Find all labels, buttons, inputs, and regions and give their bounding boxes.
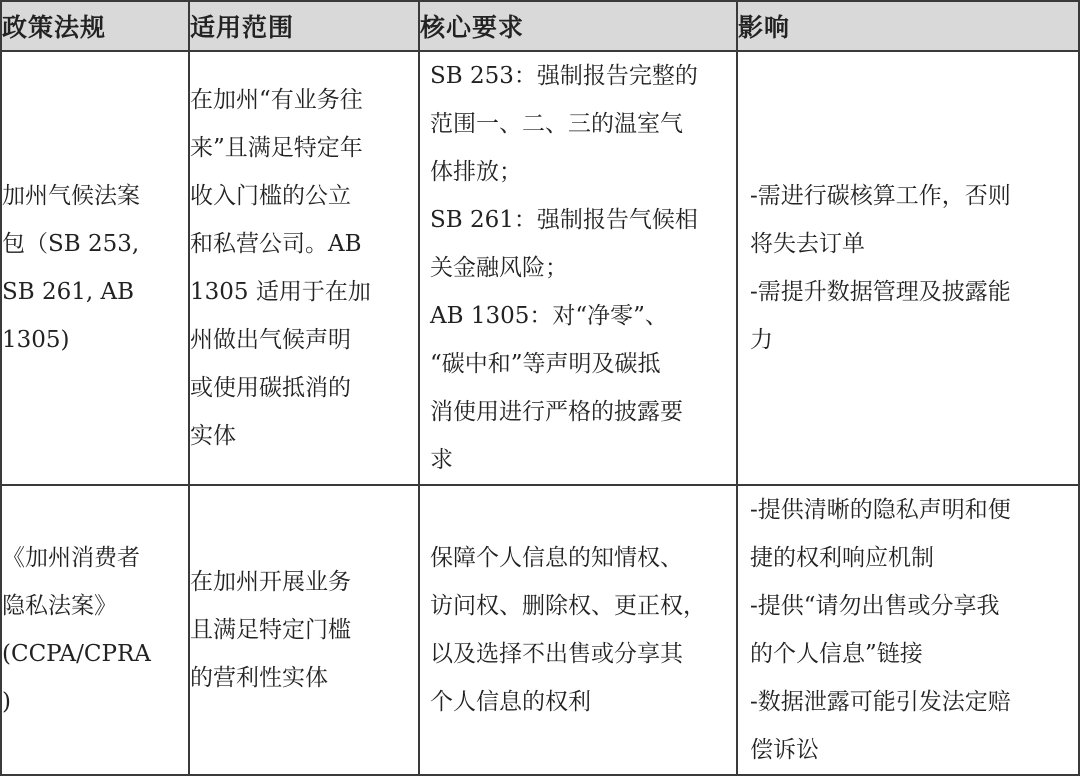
text-line: 的营利性实体 (190, 665, 328, 691)
text-line: 收入门槛的公立 (190, 183, 351, 209)
text-line: 和私营公司。AB (190, 231, 362, 257)
impact-cell (737, 51, 1079, 485)
text-line: 加州气候法案 (2, 183, 140, 209)
text-line: ) (2, 689, 11, 715)
requirements-cell (419, 51, 737, 485)
header-impact: 影响 (737, 1, 1079, 51)
text-line: 偿诉讼 (750, 737, 819, 763)
text-line: -需提升数据管理及披露能 (750, 279, 1011, 305)
text-line: “碳中和”等声明及碳抵 (430, 351, 661, 377)
header-requirements: 核心要求 (419, 1, 737, 51)
requirements-cell (419, 485, 737, 775)
text-line: 1305) (2, 327, 70, 353)
text-line: 在加州开展业务 (190, 569, 351, 595)
text-line: 《加州消费者 (2, 545, 140, 571)
text-line: 关金融风险； (430, 255, 568, 281)
policy-cell (1, 485, 189, 775)
text-line: 来”且满足特定年 (190, 135, 363, 161)
text-line: 州做出气候声明 (190, 327, 351, 353)
text-line: 消使用进行严格的披露要 (430, 399, 683, 425)
scope-cell (189, 51, 419, 485)
text-line: 包（SB 253, (2, 231, 140, 257)
text-line: SB 253：强制报告完整的 (430, 63, 698, 89)
impact-cell (737, 485, 1079, 775)
text-line: (CCPA/CPRA (2, 641, 151, 667)
text-line: 且满足特定门槛 (190, 617, 351, 643)
table-row (1, 485, 1079, 775)
text-line: 力 (750, 327, 773, 353)
text-line: 的个人信息”链接 (750, 641, 923, 667)
text-line: 保障个人信息的知情权、 (430, 545, 683, 571)
table-row (1, 51, 1079, 485)
text-line: -提供清晰的隐私声明和便 (750, 497, 1011, 523)
text-line: -需进行碳核算工作，否则 (750, 183, 1011, 209)
policy-cell (1, 51, 189, 485)
text-line: 个人信息的权利 (430, 689, 591, 715)
text-line: 实体 (190, 423, 236, 449)
text-line: 访问权、删除权、更正权， (430, 593, 706, 619)
text-line: 或使用碳抵消的 (190, 375, 351, 401)
text-line: 隐私法案》 (2, 593, 117, 619)
text-line: 求 (430, 447, 453, 473)
header-policy: 政策法规 (1, 1, 189, 51)
text-line: 范围一、二、三的温室气 (430, 111, 683, 137)
text-line: AB 1305：对“净零”、 (430, 303, 668, 329)
text-line: 体排放； (430, 159, 522, 185)
text-line: 1305 适用于在加 (190, 279, 371, 305)
text-line: -提供“请勿出售或分享我 (750, 593, 1000, 619)
text-line: 捷的权利响应机制 (750, 545, 934, 571)
scope-cell (189, 485, 419, 775)
text-line: SB 261：强制报告气候相 (430, 207, 698, 233)
text-line: -数据泄露可能引发法定赔 (750, 689, 1011, 715)
header-scope: 适用范围 (189, 1, 419, 51)
text-line: SB 261, AB (2, 279, 135, 305)
text-line: 在加州“有业务往 (190, 87, 363, 113)
text-line: 将失去订单 (750, 231, 865, 257)
table-header-row (1, 1, 1079, 51)
text-line: 以及选择不出售或分享其 (430, 641, 683, 667)
